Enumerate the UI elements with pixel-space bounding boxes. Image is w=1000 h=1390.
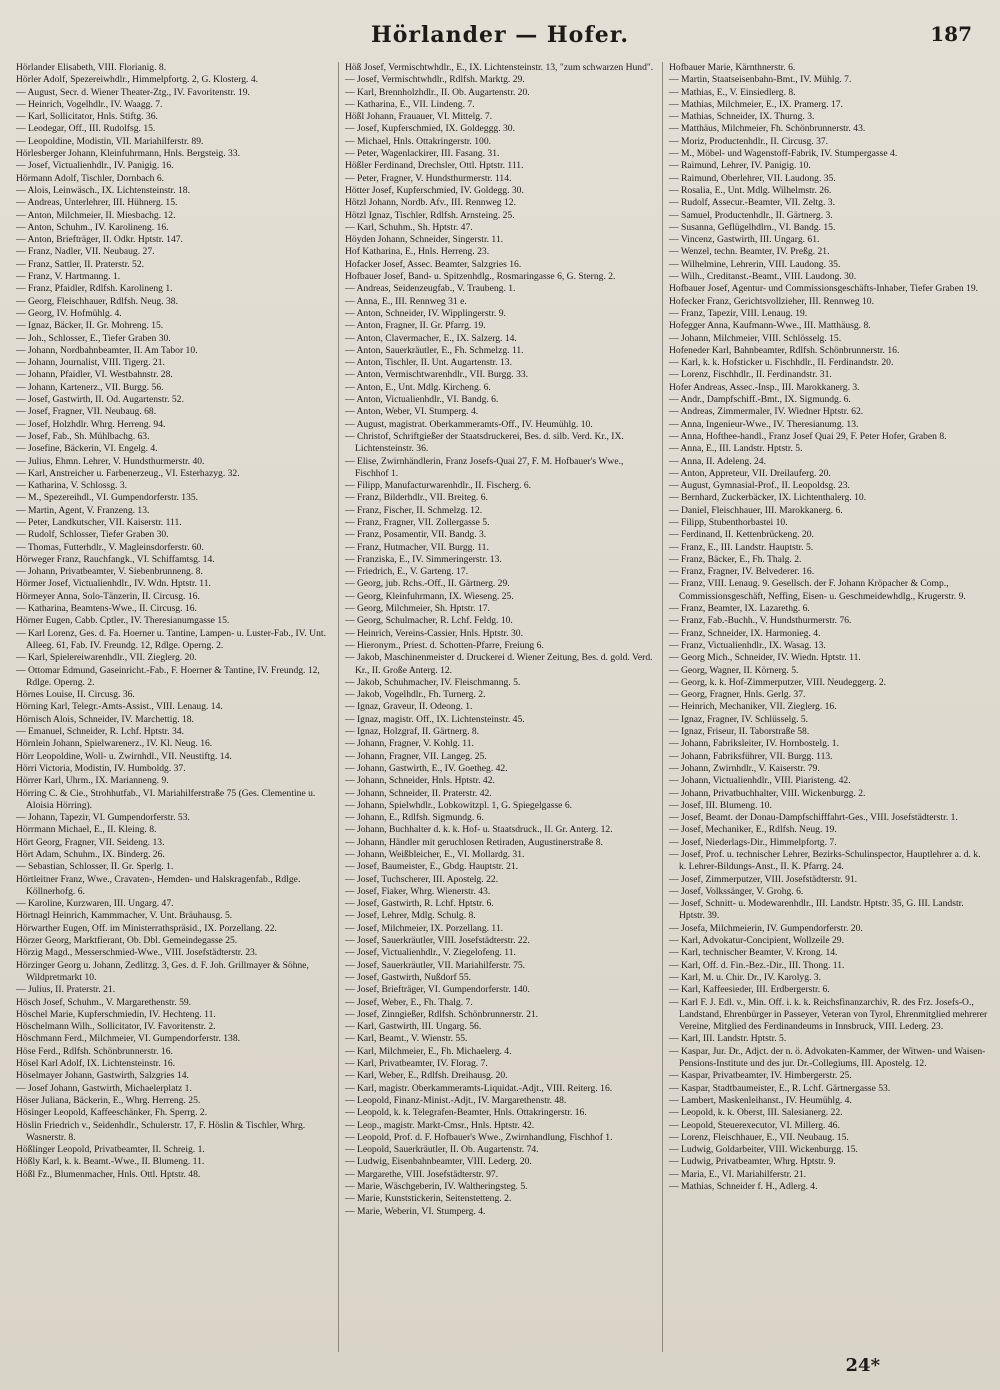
directory-entry: Hösch Josef, Schuhm., V. Margarethenstr. 59. <box>16 996 192 1008</box>
directory-entry: — Josef Johann, Gastwirth, Michaelerplatz 1. <box>16 1082 192 1094</box>
directory-entry: — Karl, Weber, E., Rdlfsh. Dreihausg. 20. <box>345 1070 508 1082</box>
directory-entry: — Franz, Tapezir, VIII. Lenaug. 19. <box>669 307 808 319</box>
directory-entry: — Franz, Victualienhdlr., IX. Wasag. 13. <box>669 639 826 651</box>
directory-entry: Hörning Karl, Telegr.-Amts-Assist., VIII. Lenaug. 14. <box>16 701 223 713</box>
directory-entry: — Josef, III. Blumeng. 10. <box>669 799 772 811</box>
directory-entry: — Anton, Appreteur, VII. Dreilauferg. 20. <box>669 467 831 479</box>
directory-entry: — Filipp, Manufacturwarenhdlr., II. Fischerg. 6. <box>345 480 532 492</box>
directory-entry: — Johann, Weißbleicher, E., VI. Mollardg. 31. <box>345 849 525 860</box>
directory-entry: Hößl Fz., Blumenmacher, Hnls. Ottl. Hptstr. 48. <box>16 1168 201 1180</box>
directory-entry: Hörner Eugen, Cabb. Cptler., IV. Theresianumgasse 15. <box>16 615 230 627</box>
directory-entry: — Josef, Mechaniker, E., Rdlfsh. Neug. 19. <box>669 824 837 836</box>
directory-entry: — Josef, Holzhdlr. Whrg. Herreng. 94. <box>16 418 166 430</box>
directory-entry: Hörnlein Johann, Spielwarenerz., IV. Kl. Neug. 16. <box>16 738 213 750</box>
directory-entry: Hört Adam, Schuhm., IX. Binderg. 26. <box>16 849 165 860</box>
directory-entry: Hört Georg, Fragner, VII. Seideng. 13. <box>16 836 165 848</box>
directory-entry: — Jakob, Maschinenmeister d. Druckerei d. Wiener Zeitung, Bes. d. gold. Verd. Kr., II. Große Anterg. 12. <box>345 652 653 676</box>
directory-entry: — Raimund, Oberlehrer, VII. Laudong. 35. <box>669 172 836 184</box>
directory-entry: — Anton, Fragner, II. Gr. Pfarrg. 19. <box>345 320 486 332</box>
directory-entry: — Georg, Kleinfuhrmann, IX. Wieseng. 25. <box>345 590 514 602</box>
directory-entry: — Johann, Kartenerz., VII. Burgg. 56. <box>16 381 164 393</box>
directory-entry: — Heinrich, Vereins-Cassier, Hnls. Hptstr. 30. <box>345 627 523 639</box>
directory-entry: Hößly Karl, k. k. Beamt.-Wwe., II. Blumeng. 11. <box>16 1156 205 1168</box>
directory-entry: — Anton, Vermischtwarenhdlr., VII. Burgg. 33. <box>345 369 529 381</box>
directory-entry: — Michael, Hnls. Ottakringerstr. 100. <box>345 135 492 147</box>
directory-entry: — Josef, Kupferschmied, IX. Goldeggg. 30. <box>345 123 515 135</box>
directory-entry: — Josef, Gastwirth, Nußdorf 55. <box>345 971 472 983</box>
directory-entry: — Andreas, Unterlehrer, III. Hühnerg. 15. <box>16 197 178 209</box>
directory-entry: — Wenzel, techn. Beamter, IV. Preßg. 21. <box>669 246 830 258</box>
directory-entry: — Karoline, Kurzwaren, III. Ungarg. 47. <box>16 898 174 910</box>
directory-entry: Hößler Ferdinand, Drechsler, Ottl. Hptstr. 111. <box>345 160 524 172</box>
directory-entry: — Johann, Nordbahnbeamter, II. Am Tabor 10. <box>16 344 198 356</box>
directory-entry: — Alois, Leinwäsch., IX. Lichtensteinstr. 18. <box>16 184 190 196</box>
directory-entry: — Margarethe, VIII. Josefstädterstr. 97. <box>345 1168 499 1180</box>
directory-entry: — Karl, Advokatur-Concipient, Wollzeile 29. <box>669 935 844 947</box>
directory-entry: — Ignaz, magistr. Off., IX. Lichtensteinstr. 45. <box>345 713 525 725</box>
directory-entry: — Anton, Briefträger, II. Odkr. Hptstr. 147. <box>16 234 183 246</box>
directory-entry: — Karl, Beamt., V. Wienstr. 55. <box>345 1033 468 1045</box>
directory-entry: — Josef, Baumeister, E., Gbdg. Hauptstr. 21. <box>345 861 519 873</box>
directory-entry: — Andr., Dampfschiff.-Bmt., IX. Sigmundg. 6. <box>669 394 851 406</box>
directory-entry: — Josefine, Bäckerin, VI. Engelg. 4. <box>16 443 158 455</box>
directory-entry: — Josef, Milchmeier, IX. Porzellang. 11. <box>345 922 504 934</box>
page-header <box>0 18 1000 58</box>
directory-entry: — Franz, VIII. Lenaug. 9. Gesellsch. der F. Johann Kröpacher & Comp., Commissionsgeschäft, Neffing, Eisen- u. Geschmeidewhdlg., Krugerstr. 9. <box>669 578 966 602</box>
directory-entry: Hötzl Johann, Nordb. Afv., III. Rennweg 12. <box>345 197 516 209</box>
directory-entry: — Franz, Pfaidler, Rdlfsh. Karolineng 1. <box>16 283 173 295</box>
directory-entry: Hörri Victoria, Modistin, IV. Humboldg. 37. <box>16 762 186 774</box>
directory-entry: — Franz, Fragner, IV. Belvederег. 16. <box>669 566 815 578</box>
page-title: Hörlander — Hofer. <box>370 22 630 48</box>
directory-entry: — Josef, Prof. u. technischer Lehrer, Bezirks-Schulinspector, Hauptlehrer a. d. k. k. Lehrer-Bildungs-Anst., II. K. Pfarrg. 24. <box>669 849 981 873</box>
directory-entry: — Lorenz, Fischhdlr., II. Ferdinandstr. 31. <box>669 369 832 381</box>
directory-entry: — Karl, Sollicitator, Hnls. Stiftg. 36. <box>16 111 158 123</box>
directory-entry: — Anton, Sauerkräutler, E., Fh. Schmelzg. 11. <box>345 344 524 356</box>
directory-entry: — Josef, Niederlags-Dir., Himmelpfortg. 7. <box>669 836 837 848</box>
directory-entry: Hofer Andreas, Assec.-Insp., III. Marokkanerg. 3. <box>669 381 860 393</box>
directory-entry: — Ignaz, Bäcker, II. Gr. Mohreng. 15. <box>16 320 164 332</box>
directory-entry: Hörring C. & Cie., Strohhutfab., VI. Mariahilferstraße 75 (Ges. Clementine u. Aloisia Hörring). <box>16 787 316 811</box>
directory-entry: — Anna, E., III. Landstr. Hptstr. 5. <box>669 443 803 455</box>
directory-entry: — Josef, Gastwirth, R. Lchf. Hptstr. 6. <box>345 898 494 910</box>
directory-entry: — Johann, E., Rdlfsh. Sigmundg. 6. <box>345 812 484 824</box>
directory-entry: — Mathias, Schneider, IX. Thurng. 3. <box>669 111 815 123</box>
directory-entry: — Ludwig, Privatbeamter, Whrg. Hptstr. 9. <box>669 1156 836 1168</box>
directory-entry: Hof Katharina, E., Hnls. Herreng. 23. <box>345 246 490 258</box>
directory-entry: — Franz, Bilderhdlr., VII. Breiteg. 6. <box>345 492 488 504</box>
directory-entry: — Franz, V. Hartmanng. 1. <box>16 271 121 283</box>
directory-entry: Hösel Karl Adolf, IX. Lichtensteinstr. 16. <box>16 1058 176 1070</box>
directory-entry: — Karl, k. k. Hofsticker u. Fischhdlr., II. Ferdinandstr. 20. <box>669 357 894 369</box>
directory-entry: — Johann, Händler mit geruchlosen Retiraden, Augustinerstraße 8. <box>345 836 603 848</box>
directory-entry: — Anton, E., Unt. Mdlg. Kircheng. 6. <box>345 381 491 393</box>
directory-entry: — Leopold, Finanz-Minist.-Adjt., IV. Margarethenstr. 48. <box>345 1094 567 1106</box>
directory-entry: — Raimund, Lehrer, IV. Panigig. 10. <box>669 160 811 172</box>
directory-entry: — Josef, Vermischtwhdlr., Rdlfsh. Marktg. 29. <box>345 74 525 86</box>
directory-entry: — Josef, Schnitt- u. Modewarenhdlr., III. Landstr. Hptstr. 35, G. III. Landstr. Hptstr. 39. <box>669 898 964 922</box>
directory-entry: — August, Secr. d. Wiener Theater-Ztg., IV. Favoritenstr. 19. <box>16 86 250 98</box>
directory-entry: — Josef, Sauerkräutler, VIII. Josefstädterstr. 22. <box>345 935 530 947</box>
directory-entry: — Anton, Schuhm., IV. Karolineng. 16. <box>16 221 169 233</box>
directory-entry: — Franz, E., III. Landstr. Hauptstr. 5. <box>669 541 814 553</box>
directory-entry: — Josef, Sauerkräutler, VII. Mariahilferstr. 75. <box>345 959 526 971</box>
directory-entry: Hofecker Franz, Gerichtsvollzieher, III. Rennweg 10. <box>669 295 875 307</box>
directory-entry: — Samuel, Productenhdlr., II. Gärtnerg. 3. <box>669 209 833 221</box>
directory-entry: — Georg, Fleischhauer, Rdlfsh. Neug. 38. <box>16 295 178 307</box>
directory-entry: — Josef, Victualienhdlr., IV. Panigig. 16. <box>16 160 174 172</box>
directory-entry: — Franz, Fragner, VII. Zollergasse 5. <box>345 516 490 528</box>
directory-entry: — Marie, Wäschgeberin, IV. Waltheringsteg. 5. <box>345 1181 528 1193</box>
directory-entry: — Daniel, Fleischhauer, III. Marokkanerg. 6. <box>669 504 843 516</box>
directory-entry: Hofacker Josef, Assec. Beamter, Salzgries 16. <box>345 258 522 270</box>
directory-entry: Hörrer Karl, Uhrm., IX. Marianneng. 9. <box>16 775 169 787</box>
directory-entry: — Johann, Buchhalter d. k. k. Hof- u. Staatsdruck., II. Gr. Anterg. 12. <box>345 824 613 836</box>
directory-entry: — Josef, Fiaker, Whrg. Wienerstr. 43. <box>345 885 491 897</box>
directory-entry: — Peter, Fragner, V. Hundsthurmerstr. 114. <box>345 172 512 184</box>
directory-entry: — Karl, III. Landstr. Hptstr. 5. <box>669 1033 787 1045</box>
directory-entry: — Anna, II. Adeleng. 24. <box>669 455 766 467</box>
directory-entry: — Wilhelmine, Lehrerin, VIII. Laudong. 35. <box>669 258 841 270</box>
directory-entry: Hörtnagl Heinrich, Kammmacher, V. Unt. Bräuhausg. 5. <box>16 910 233 922</box>
directory-entry: — Johann, Fragner, V. Kohlg. 11. <box>345 738 474 750</box>
directory-entry: Hörmeyer Anna, Solo-Tänzerin, II. Circusg. 16. <box>16 590 200 602</box>
directory-entry: — Vincenz, Gastwirth, III. Ungarg. 61. <box>669 234 820 246</box>
directory-entry: Höschel Marie, Kupferschmiedin, IV. Hechteng. 11. <box>16 1008 216 1020</box>
directory-entry: — Anna, E., III. Rennweg 31 e. <box>345 295 467 307</box>
directory-entry: — Karl Lorenz, Ges. d. Fa. Hoerner u. Tantine, Lampen- u. Luster-Fab., IV. Unt. Alleeg. 61, Fab. IV. Freundg. 12, Rdlge. Operng. 2. <box>16 627 326 651</box>
directory-entry: — Kaspar, Jur. Dr., Adjct. der n. ö. Advokaten-Kammer, der Witwen- und Waisen-Pensions-Institute und des jur. Dr.-Collegiums, III. Apostelg. 12. <box>669 1045 986 1070</box>
directory-entry: — Johann, Gastwirth, E., IV. Goetheg. 42. <box>345 762 508 774</box>
directory-entry: — Johann, Schneider, II. Praterstr. 42. <box>345 787 492 799</box>
directory-entry: — Martin, Staatseisenbahn-Bmt., IV. Mühlg. 7. <box>669 74 852 86</box>
directory-entry: — Moriz, Productenhdlr., II. Circusg. 37. <box>669 135 829 147</box>
directory-entry: — Johann, Journalist, VIII. Tigerg. 21. <box>16 357 165 369</box>
directory-entry: — Franz, Posamentir, VII. Bandg. 3. <box>345 529 487 541</box>
directory-entry: — Karl, technischer Beamter, V. Krong. 14. <box>669 947 838 959</box>
directory-entry: — Heinrich, Vogelhdlr., IV. Waagg. 7. <box>16 98 163 110</box>
directory-entry: — Franz, Nadler, VII. Neubaug. 27. <box>16 246 155 258</box>
directory-entry: Hofegger Anna, Kaufmann-Wwe., III. Matthäusg. 8. <box>669 320 871 332</box>
directory-entry: Hofeneder Karl, Bahnbeamter, Rdlfsh. Schönbrunnerstr. 16. <box>669 344 900 356</box>
directory-entry: — Karl, Anstreicher u. Farbenerzeug., VI. Esterhazyg. 32. <box>16 467 240 479</box>
directory-entry: — Leopold, k. k. Telegrafen-Beamter, Hnls. Ottakringerstr. 16. <box>345 1107 587 1119</box>
directory-entry: — Karl, Off. d. Fin.-Bez.-Dir., III. Thong. 11. <box>669 959 845 971</box>
directory-entry: — Anna, Ingenieur-Wwe., IV. Theresianumg. 13. <box>669 418 859 430</box>
directory-entry: — Johann, Privatbeamter, V. Siebenbrunneng. 8. <box>16 566 203 578</box>
directory-entry: — Susanna, Geflügelhdlrn., VI. Bandg. 15. <box>669 221 836 233</box>
directory-entry: — Peter, Landkutscher, VII. Kaiserstr. 111. <box>16 516 182 528</box>
directory-entry: — Anton, Weber, VI. Stumperg. 4. <box>345 406 479 418</box>
directory-entry: — Johann, Pfaidler, VI. Westbahnstr. 28. <box>16 369 173 381</box>
directory-entry: — Andreas, Seidenzeugfab., V. Traubeng. 1. <box>345 283 516 295</box>
directory-entry: Höselmayer Johann, Gastwirth, Salzgries 14. <box>16 1070 189 1082</box>
directory-entry: — Franz, Beamter, IX. Lazarethg. 6. <box>669 603 810 615</box>
directory-entry: — Julius, II. Praterstr. 21. <box>16 984 116 996</box>
directory-entry: — Karl, magistr. Oberkammeramts-Liquidat.-Adjt., VIII. Reiterg. 16. <box>345 1082 613 1094</box>
directory-entry: — Josefa, Milchmeierin, IV. Gumpendorferstr. 20. <box>669 922 863 934</box>
directory-entry: — Katharina, Beamtens-Wwe., II. Circusg. 16. <box>16 603 197 615</box>
directory-entry: — Franz, Sattler, II. Praterstr. 52. <box>16 258 145 270</box>
directory-entry: — Wilh., Creditanst.-Beamt., VIII. Laudong. 30. <box>669 271 857 283</box>
directory-entry: — Josef, Fab., Sh. Mühlbachg. 63. <box>16 430 150 442</box>
directory-entry: — Karl, Privatbeamter, IV. Florag. 7. <box>345 1058 488 1070</box>
directory-entry: — Kaspar, Privatbeamter, IV. Himbergerstr. 25. <box>669 1070 852 1082</box>
directory-entry: — Katharina, E., VII. Lindeng. 7. <box>345 98 475 110</box>
directory-entry: — Mathias, E., V. Einsiedlerg. 8. <box>669 86 796 98</box>
directory-entry: — Johann, Fabriksführer, VII. Burgg. 113. <box>669 750 833 762</box>
directory-entry: — Josef, Fragner, VII. Neubaug. 68. <box>16 406 157 418</box>
directory-entry: Hößlinger Leopold, Privatbeamter, II. Schreig. 1. <box>16 1144 205 1156</box>
directory-entry: — Leopoldine, Modistin, VII. Mariahilferstr. 89. <box>16 135 204 147</box>
directory-entry: — Josef, Volkssänger, V. Grohg. 6. <box>669 885 804 897</box>
directory-entry: — Karl, Brennholzhdlr., II. Ob. Augartenstr. 20. <box>345 86 530 98</box>
directory-entry: — Anton, Milchmeier, II. Miesbachg. 12. <box>16 209 176 221</box>
directory-entry: Hörweger Franz, Rauchfangk., VI. Schiffamtsg. 14. <box>16 553 215 565</box>
page-number: 187 <box>930 22 972 46</box>
directory-entry: — Lambert, Maskenleihanst., IV. Heumühlg. 4. <box>669 1094 852 1106</box>
directory-entry: — Friedrich, E., V. Garteng. 17. <box>345 566 469 578</box>
directory-entry: — Georg, Milchmeier, Sh. Hptstr. 17. <box>345 603 490 615</box>
directory-entry: — Josef, Briefträger, VI. Gumpendorferstr. 140. <box>345 984 530 996</box>
directory-columns <box>16 62 988 1352</box>
directory-entry: — Elise, Zwirnhändlerin, Franz Josefs-Quai 27, F. M. Hofbauer's Wwe., Fischhof 1. <box>345 455 624 479</box>
directory-entry: — Johann, Milchmeier, VIII. Schlösselg. 15. <box>669 332 842 344</box>
directory-entry: — Josef, Beamt. der Donau-Dampfschifffahrt-Ges., VIII. Josefstädterstr. 1. <box>669 812 958 824</box>
directory-entry: — Josef, Lehrer, Mdlg. Schulg. 8. <box>345 910 476 922</box>
directory-entry: Hößl Johann, Frauauer, VI. Mittelg. 7. <box>345 111 493 123</box>
directory-entry: Hörzig Magd., Messerschmied-Wwe., VIII. Josefstädterstr. 23. <box>16 947 258 959</box>
directory-entry: — Sebastian, Schlosser, II. Gr. Sperlg. 1. <box>16 861 174 873</box>
directory-entry: — Leopold, Steuerexecutor, VI. Millerg. 46. <box>669 1119 840 1131</box>
directory-entry: — Josef, Zinngießer, Rdlfsh. Schönbrunnerstr. 21. <box>345 1008 539 1020</box>
directory-entry: — Josef, Zimmerputzer, VIII. Josefstädterstr. 91. <box>669 873 858 885</box>
directory-entry: — Georg, k. k. Hof-Zimmerputzer, VIII. Neudeggerg. 2. <box>669 676 887 688</box>
directory-entry: — Julius, Ehmn. Lehrer, V. Hundsthurmerstr. 40. <box>16 455 205 467</box>
directory-entry: — Marie, Weberin, VI. Stumperg. 4. <box>345 1205 486 1217</box>
directory-entry: — Karl, Schuhm., Sh. Hptstr. 47. <box>345 221 473 233</box>
directory-entry: — M., Möbel- und Wagenstoff-Fabrik, IV. Stumpergasse 4. <box>669 148 898 160</box>
directory-entry: — Ignaz, Holzgraf, II. Gärtnerg. 8. <box>345 726 480 738</box>
directory-entry: Höschmann Ferd., Milchmeier, VI. Gumpendorferstr. 138. <box>16 1033 241 1045</box>
directory-entry: Hörr Leopoldine, Woll- u. Zwirnhdl., VII. Neustiftg. 14. <box>16 750 232 762</box>
directory-entry: Hörmann Adolf, Tischler, Dornbach 6. <box>16 172 165 184</box>
directory-entry: — Leopold, Sauerkräutler, II. Ob. Augartenstr. 74. <box>345 1144 539 1156</box>
directory-entry: — Franz, Schneider, IX. Harmonieg. 4. <box>669 627 821 639</box>
signature-mark: 24* <box>845 1355 880 1376</box>
directory-entry: — Franz, Fab.-Buchh., V. Hundsthurmerstr. 76. <box>669 615 852 627</box>
directory-entry: — Jakob, Schuhmacher, IV. Fleischmanng. 5. <box>345 676 521 688</box>
directory-entry: — Leopold, k. k. Oberst, III. Salesianerg. 22. <box>669 1107 843 1119</box>
directory-entry: — Leopold, Prof. d. F. Hofbauer's Wwe., Zwirnhandlung, Fischhof 1. <box>345 1131 613 1143</box>
directory-entry: — Leop., magistr. Markt-Cmsr., Hnls. Hptstr. 42. <box>345 1119 535 1131</box>
directory-entry: — Ludwig, Eisenbahnbeamter, VIII. Lederg. 20. <box>345 1156 532 1168</box>
directory-entry: Höse Ferd., Rdlfsh. Schönbrunnerstr. 16. <box>16 1045 173 1057</box>
directory-entry: Hörzer Georg, Marktfierant, Ob. Dbl. Gemeindegasse 25. <box>16 935 238 947</box>
directory-entry: — Hieronym., Priest. d. Schotten-Pfarre, Freiung 6. <box>345 639 544 651</box>
directory-entry: — Franz, Fischer, II. Schmelzg. 12. <box>345 504 483 516</box>
directory-entry: — Johann, Zwirnhdlr., V. Kaiserstr. 79. <box>669 762 820 774</box>
directory-entry: — Rudolf, Assecur.-Beamter, VII. Zeltg. 3. <box>669 197 835 209</box>
directory-entry: — Josef, Tuchscherer, III. Apostelg. 22. <box>345 873 499 885</box>
directory-entry: — Ferdinand, II. Kettenbrückeng. 20. <box>669 529 814 541</box>
directory-entry: — Josef, Weber, E., Fh. Thalg. 7. <box>345 996 473 1008</box>
directory-entry: — Anton, Clavermacher, E., IX. Salzerg. 14. <box>345 332 517 344</box>
directory-entry: Hörnisch Alois, Schneider, IV. Marchettig. 18. <box>16 713 194 725</box>
directory-entry: Hofbauer Josef, Band- u. Spitzenhdlg., Rosmaringasse 6, G. Sterng. 2. <box>345 271 616 283</box>
directory-entry: — Rosalia, E., Unt. Mdlg. Wilhelmstr. 26. <box>669 184 832 196</box>
directory-entry: — M., Spezereihdl., VI. Gumpendorferstr. 135. <box>16 492 199 504</box>
directory-entry: Höyden Johann, Schneider, Singerstr. 11. <box>345 234 504 246</box>
directory-entry: — Mathias, Schneider f. H., Adlerg. 4. <box>669 1181 818 1193</box>
directory-entry: — Marie, Kunststickerin, Seitenstetteng. 2. <box>345 1193 512 1205</box>
directory-entry: — Anton, Tischler, II. Unt. Augartenstr. 13. <box>345 357 512 369</box>
directory-entry: — Karl, Spielereiwarenhdlr., VII. Zieglerg. 20. <box>16 652 197 664</box>
directory-entry: — Karl F. J. Edl. v., Min. Off. i. k. k. Reichsfinanzarchiv, R. des Frz. Josefs-O., Landstand, Ehrenbürger in Passeyer, Veteran von Tyrol, Ehrenmitglied mehrerer Vereine, Mitglied des Ferdinandeums in Innsbruck, VIII. Lederg. 23. <box>669 996 988 1033</box>
column-1 <box>16 62 332 1352</box>
directory-entry: — Ignaz, Friseur, II. Taborstraße 58. <box>669 726 810 738</box>
directory-entry: — Karl, Gastwirth, III. Ungarg. 56. <box>345 1021 482 1033</box>
directory-entry: — Leodegar, Off., III. Rudolfsg. 15. <box>16 123 156 135</box>
directory-entry: — Franziska, E., IV. Simmeringerstr. 13. <box>345 553 502 565</box>
directory-entry: — Martin, Agent, V. Franzeng. 13. <box>16 504 150 516</box>
directory-entry: — Joh., Schlosser, E., Tiefer Graben 30. <box>16 332 171 344</box>
directory-entry: — Karl, Milchmeier, E., Fh. Michaelerg. 4. <box>345 1045 512 1057</box>
directory-entry: — Franz, Hutmacher, VII. Burgg. 11. <box>345 541 489 553</box>
directory-entry: — Georg, Wagner, II. Körnerg. 5. <box>669 664 799 676</box>
directory-entry: — Bernhard, Zuckerbäcker, IX. Lichtenthalerg. 10. <box>669 492 867 504</box>
column-3 <box>662 62 988 1352</box>
directory-entry: — Lorenz, Fleischhauer, E., VII. Neubaug. 15. <box>669 1131 849 1143</box>
directory-entry: — Johann, Schneider, Hnls. Hptstr. 42. <box>345 775 495 787</box>
directory-entry: — Peter, Wagenlackirer, III. Fasang. 31. <box>345 148 500 160</box>
directory-entry: — Ignaz, Fragner, IV. Schlüsselg. 5. <box>669 713 809 725</box>
directory-entry: Höschelmann Wilh., Sollicitator, IV. Favoritenstr. 2. <box>16 1021 216 1033</box>
directory-entry: Hörler Adolf, Spezereiwhdlr., Himmelpfortg. 2, G. Klosterg. 4. <box>16 74 259 86</box>
directory-entry: — Johann, Victualienhdlr., VIII. Piaristeng. 42. <box>669 775 851 787</box>
directory-entry: Hösinger Leopold, Kaffeeschänker, Fh. Sperrg. 2. <box>16 1107 208 1119</box>
directory-entry: — Thomas, Futterhdlr., V. Magleinsdorferstr. 60. <box>16 541 204 553</box>
directory-entry: — Josef, Gastwirth, II. Od. Augartenstr. 52. <box>16 394 184 406</box>
directory-entry: — Emanuel, Schneider, R. Lchf. Hptstr. 34. <box>16 726 185 738</box>
directory-entry: — Katharina, V. Schlossg. 3. <box>16 480 128 492</box>
directory-entry: — Johann, Spielwhdlr., Lobkowitzpl. 1, G. Spiegelgasse 6. <box>345 799 573 811</box>
directory-entry: — Matthäus, Milchmeier, Fh. Schönbrunnerstr. 43. <box>669 123 866 135</box>
directory-entry: — Georg, jub. Rchs.-Off., II. Gärtnerg. 29. <box>345 578 510 590</box>
directory-entry: — August, magistrat. Oberkammeramts-Off., IV. Heumühlg. 10. <box>345 418 593 430</box>
directory-entry: Höslin Friedrich v., Seidenhdlr., Schulerstr. 17, F. Höslin & Tischler, Whrg. Wasnerstr. 8. <box>16 1119 306 1143</box>
directory-entry: — Georg, Fragner, Hnls. Gerlg. 37. <box>669 689 806 701</box>
directory-entry: Hofbauer Josef, Agentur- und Commissionsgeschäfts-Inhaber, Tiefer Graben 19. <box>669 283 979 295</box>
directory-entry: — Franz, Bäcker, E., Fh. Thalg. 2. <box>669 553 802 565</box>
directory-entry: — Jakob, Vogelhdlr., Fh. Turnerg. 2. <box>345 689 486 701</box>
directory-entry: — Johann, Tapezir, VI. Gumpendorferstr. 53. <box>16 812 190 824</box>
directory-entry: — Christof, Schriftgießer der Staatsdruckerei, Bes. d. silb. Verd. Kr., IX. Lichtensteinstr. 36. <box>345 430 624 455</box>
directory-entry: — Ignaz, Graveur, II. Odeong. 1. <box>345 701 473 713</box>
directory-entry: — Anna, Hofthee-handl., Franz Josef Quai 29, F. Peter Hofer, Graben 8. <box>669 430 947 442</box>
directory-entry: — Ottomar Edmund, Gaseinricht.-Fab., F. Hoerner & Tantine, IV. Freundg. 12, Rdlge. Operng. 2. <box>16 664 320 688</box>
directory-entry: — Filipp, Stubenthorbastei 10. <box>669 516 788 528</box>
directory-entry: Hörlander Elisabeth, VIII. Florianig. 8. <box>16 62 167 73</box>
directory-entry: Hörlesberger Johann, Kleinfuhrmann, Hnls. Bergsteig. 33. <box>16 148 240 160</box>
directory-entry: — Georg Mich., Schneider, IV. Wiedn. Hptstr. 11. <box>669 652 861 664</box>
directory-entry: — Johann, Fragner, VII. Langeg. 25. <box>345 750 487 762</box>
directory-entry: — Johann, Fabriksleiter, IV. Hornbostelg. 1. <box>669 738 839 750</box>
directory-entry: Hörnes Louise, II. Circusg. 36. <box>16 689 135 701</box>
directory-entry: — Johann, Privatbuchhalter, VIII. Wickenburgg. 2. <box>669 787 866 799</box>
directory-entry: — Georg, IV. Hofmühlg. 4. <box>16 307 122 319</box>
directory-entry: Höser Juliana, Bäckerin, E., Whrg. Herreng. 25. <box>16 1094 201 1106</box>
directory-entry: — Anton, Victualienhdlr., VI. Bandg. 6. <box>345 394 499 406</box>
directory-entry: Hötter Josef, Kupferschmied, IV. Goldegg. 30. <box>345 184 524 196</box>
directory-entry: Hörwarther Eugen, Off. im Ministerrathspräsid., IX. Porzellang. 22. <box>16 922 277 934</box>
column-2 <box>338 62 656 1352</box>
directory-entry: Hörtleitner Franz, Wwe., Cravaten-, Hemden- und Halskragenfab., Rdlge. Köllnerhofg. 6. <box>16 873 301 897</box>
directory-entry: Hörrmann Michael, E., II. Kleing. 8. <box>16 824 157 836</box>
directory-entry: — Josef, Victualienhdlr., V. Ziegelofeng. 11. <box>345 947 516 959</box>
directory-entry: — Karl, M. u. Chir. Dr., IV. Karolyg. 3. <box>669 971 821 983</box>
directory-entry: — Maria, E., VI. Mariahilferstr. 21. <box>669 1168 807 1180</box>
directory-entry: — Georg, Schulmacher, R. Lchf. Feldg. 10. <box>345 615 513 627</box>
directory-entry: — Kaspar, Stadtbaumeister, E., R. Lchf. Gärtnergasse 53. <box>669 1082 891 1094</box>
directory-entry: — Heinrich, Mechaniker, VII. Zieglerg. 16. <box>669 701 837 713</box>
directory-entry: — Mathias, Milchmeier, E., IX. Pramerg. 17. <box>669 98 843 110</box>
directory-entry: — Karl, Kaffeesieder, III. Erdbergerstr. 6. <box>669 984 830 996</box>
directory-entry: Hörmer Josef, Victualienhdlr., IV. Wdn. Hptstr. 11. <box>16 578 211 590</box>
directory-entry: — Andreas, Zimmermaler, IV. Wiedner Hptstr. 62. <box>669 406 864 418</box>
directory-entry: Hötzl Ignaz, Tischler, Rdlfsh. Arnsteing. 25. <box>345 209 515 221</box>
directory-entry: — Anton, Schneider, IV. Wipplingerstr. 9. <box>345 307 506 319</box>
directory-entry: Hörzinger Georg u. Johann, Zedlitzg. 3, Ges. d. F. Joh. Grillmayer & Söhne, Wildpretmarkt 10. <box>16 959 309 983</box>
directory-entry: — Ludwig, Goldarbeiter, VIII. Wickenburgg. 15. <box>669 1144 858 1156</box>
directory-entry: Höß Josef, Vermischtwhdlr., E., IX. Lichtensteinstr. 13, "zum schwarzen Hund". <box>345 62 654 73</box>
directory-entry: — Rudolf, Schlosser, Tiefer Graben 30. <box>16 529 169 541</box>
directory-entry: Hofbauer Marie, Kärnthnerstr. 6. <box>669 62 796 73</box>
directory-entry: — August, Gymnasial-Prof., II. Leopoldsg. 23. <box>669 480 850 492</box>
